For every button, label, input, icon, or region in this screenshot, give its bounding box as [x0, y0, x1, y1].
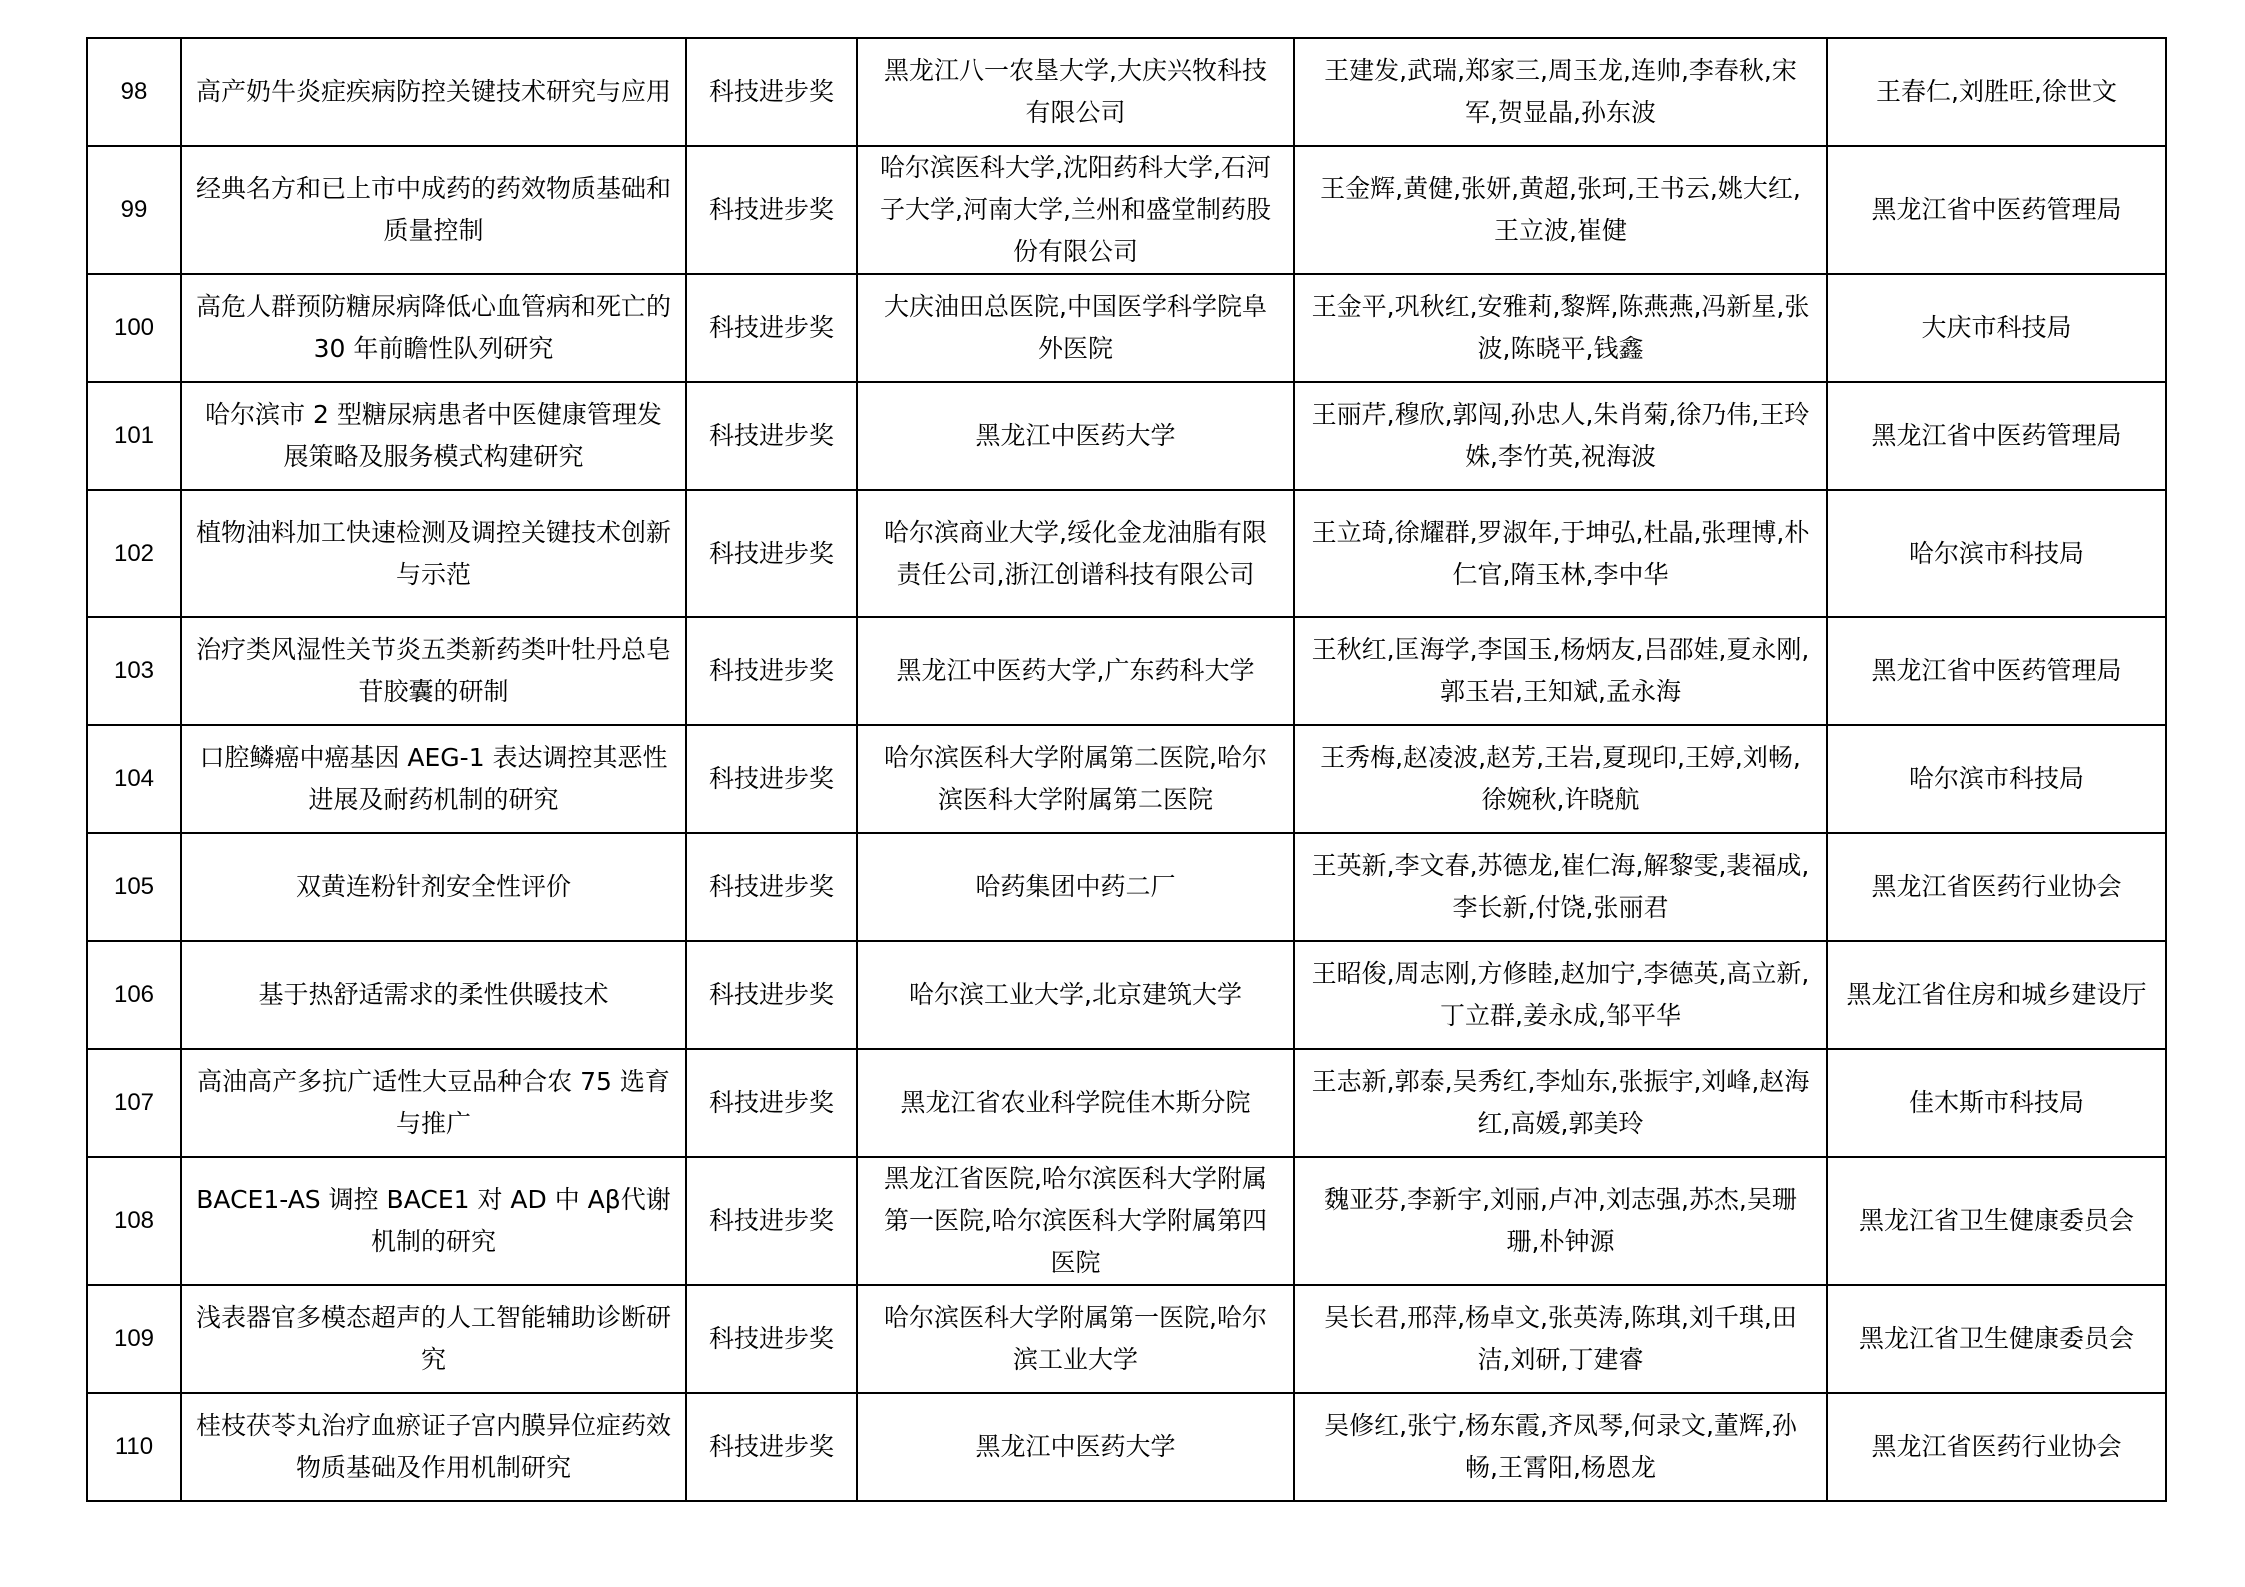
project-name: 治疗类风湿性关节炎五类新药类叶牡丹总皂苷胶囊的研制 — [181, 617, 686, 725]
award-type: 科技进步奖 — [686, 274, 857, 382]
completing-units: 黑龙江八一农垦大学,大庆兴牧科技有限公司 — [857, 38, 1294, 146]
table-row — [87, 1157, 2166, 1285]
completing-people: 王昭俊,周志刚,方修睦,赵加宁,李德英,高立新,丁立群,姜永成,邹平华 — [1294, 941, 1827, 1049]
award-table — [86, 37, 2167, 1502]
table-row — [87, 382, 2166, 490]
award-type: 科技进步奖 — [686, 725, 857, 833]
nominator: 黑龙江省卫生健康委员会 — [1827, 1157, 2166, 1285]
completing-units: 哈尔滨医科大学,沈阳药科大学,石河子大学,河南大学,兰州和盛堂制药股份有限公司 — [857, 146, 1294, 274]
project-name: 口腔鳞癌中癌基因 AEG-1 表达调控其恶性进展及耐药机制的研究 — [181, 725, 686, 833]
completing-people: 王丽芹,穆欣,郭闯,孙忠人,朱肖菊,徐乃伟,王玲姝,李竹英,祝海波 — [1294, 382, 1827, 490]
award-type: 科技进步奖 — [686, 941, 857, 1049]
nominator: 黑龙江省中医药管理局 — [1827, 146, 2166, 274]
award-type: 科技进步奖 — [686, 382, 857, 490]
table-row — [87, 941, 2166, 1049]
project-name: 哈尔滨市 2 型糖尿病患者中医健康管理发展策略及服务模式构建研究 — [181, 382, 686, 490]
project-name: 经典名方和已上市中成药的药效物质基础和质量控制 — [181, 146, 686, 274]
row-number: 105 — [87, 833, 181, 941]
table-row — [87, 1285, 2166, 1393]
completing-people: 王金平,巩秋红,安雅莉,黎辉,陈燕燕,冯新星,张波,陈晓平,钱鑫 — [1294, 274, 1827, 382]
project-name: 基于热舒适需求的柔性供暖技术 — [181, 941, 686, 1049]
completing-people: 魏亚芬,李新宇,刘丽,卢冲,刘志强,苏杰,吴珊珊,朴钟源 — [1294, 1157, 1827, 1285]
award-type: 科技进步奖 — [686, 146, 857, 274]
nominator: 黑龙江省中医药管理局 — [1827, 617, 2166, 725]
project-name: 浅表器官多模态超声的人工智能辅助诊断研究 — [181, 1285, 686, 1393]
nominator: 王春仁,刘胜旺,徐世文 — [1827, 38, 2166, 146]
nominator: 黑龙江省住房和城乡建设厅 — [1827, 941, 2166, 1049]
row-number: 100 — [87, 274, 181, 382]
award-type: 科技进步奖 — [686, 1285, 857, 1393]
completing-units: 大庆油田总医院,中国医学科学院阜外医院 — [857, 274, 1294, 382]
row-number: 102 — [87, 490, 181, 617]
completing-units: 黑龙江中医药大学,广东药科大学 — [857, 617, 1294, 725]
row-number: 98 — [87, 38, 181, 146]
award-type: 科技进步奖 — [686, 1393, 857, 1501]
project-name: 高危人群预防糖尿病降低心血管病和死亡的 30 年前瞻性队列研究 — [181, 274, 686, 382]
completing-people: 吴长君,邢萍,杨卓文,张英涛,陈琪,刘千琪,田洁,刘研,丁建睿 — [1294, 1285, 1827, 1393]
row-number: 106 — [87, 941, 181, 1049]
table-row — [87, 1393, 2166, 1501]
completing-units: 黑龙江省农业科学院佳木斯分院 — [857, 1049, 1294, 1157]
row-number: 107 — [87, 1049, 181, 1157]
nominator: 大庆市科技局 — [1827, 274, 2166, 382]
row-number: 101 — [87, 382, 181, 490]
award-type: 科技进步奖 — [686, 38, 857, 146]
award-type: 科技进步奖 — [686, 833, 857, 941]
completing-people: 王志新,郭泰,吴秀红,李灿东,张振宇,刘峰,赵海红,高媛,郭美玲 — [1294, 1049, 1827, 1157]
table-row — [87, 833, 2166, 941]
row-number: 110 — [87, 1393, 181, 1501]
completing-units: 黑龙江省医院,哈尔滨医科大学附属第一医院,哈尔滨医科大学附属第四医院 — [857, 1157, 1294, 1285]
project-name: 桂枝茯苓丸治疗血瘀证子宫内膜异位症药效物质基础及作用机制研究 — [181, 1393, 686, 1501]
project-name: 高油高产多抗广适性大豆品种合农 75 选育与推广 — [181, 1049, 686, 1157]
nominator: 哈尔滨市科技局 — [1827, 490, 2166, 617]
nominator: 哈尔滨市科技局 — [1827, 725, 2166, 833]
nominator: 黑龙江省卫生健康委员会 — [1827, 1285, 2166, 1393]
table-row — [87, 1049, 2166, 1157]
completing-people: 王建发,武瑞,郑家三,周玉龙,连帅,李春秋,宋军,贺显晶,孙东波 — [1294, 38, 1827, 146]
project-name: 双黄连粉针剂安全性评价 — [181, 833, 686, 941]
completing-people: 王立琦,徐耀群,罗淑年,于坤弘,杜晶,张理博,朴仁官,隋玉林,李中华 — [1294, 490, 1827, 617]
award-type: 科技进步奖 — [686, 617, 857, 725]
award-type: 科技进步奖 — [686, 490, 857, 617]
table-row — [87, 725, 2166, 833]
row-number: 108 — [87, 1157, 181, 1285]
row-number: 109 — [87, 1285, 181, 1393]
table-row — [87, 38, 2166, 146]
completing-units: 哈尔滨医科大学附属第二医院,哈尔滨医科大学附属第二医院 — [857, 725, 1294, 833]
nominator: 黑龙江省中医药管理局 — [1827, 382, 2166, 490]
completing-people: 王秋红,匡海学,李国玉,杨炳友,吕邵娃,夏永刚,郭玉岩,王知斌,孟永海 — [1294, 617, 1827, 725]
row-number: 104 — [87, 725, 181, 833]
table-row — [87, 274, 2166, 382]
award-type: 科技进步奖 — [686, 1049, 857, 1157]
completing-people: 王英新,李文春,苏德龙,崔仁海,解黎雯,裴福成,李长新,付饶,张丽君 — [1294, 833, 1827, 941]
completing-units: 黑龙江中医药大学 — [857, 1393, 1294, 1501]
award-type: 科技进步奖 — [686, 1157, 857, 1285]
nominator: 黑龙江省医药行业协会 — [1827, 1393, 2166, 1501]
project-name: BACE1-AS 调控 BACE1 对 AD 中 Aβ代谢机制的研究 — [181, 1157, 686, 1285]
project-name: 植物油料加工快速检测及调控关键技术创新与示范 — [181, 490, 686, 617]
nominator: 黑龙江省医药行业协会 — [1827, 833, 2166, 941]
table-row — [87, 490, 2166, 617]
completing-people: 王金辉,黄健,张妍,黄超,张珂,王书云,姚大红,王立波,崔健 — [1294, 146, 1827, 274]
row-number: 99 — [87, 146, 181, 274]
project-name: 高产奶牛炎症疾病防控关键技术研究与应用 — [181, 38, 686, 146]
nominator: 佳木斯市科技局 — [1827, 1049, 2166, 1157]
completing-units: 哈尔滨工业大学,北京建筑大学 — [857, 941, 1294, 1049]
completing-units: 哈药集团中药二厂 — [857, 833, 1294, 941]
completing-units: 哈尔滨商业大学,绥化金龙油脂有限责任公司,浙江创谱科技有限公司 — [857, 490, 1294, 617]
completing-people: 吴修红,张宁,杨东霞,齐凤琴,何录文,董辉,孙畅,王霄阳,杨恩龙 — [1294, 1393, 1827, 1501]
row-number: 103 — [87, 617, 181, 725]
table-row — [87, 146, 2166, 274]
completing-people: 王秀梅,赵凌波,赵芳,王岩,夏现印,王婷,刘畅,徐婉秋,许晓航 — [1294, 725, 1827, 833]
completing-units: 黑龙江中医药大学 — [857, 382, 1294, 490]
completing-units: 哈尔滨医科大学附属第一医院,哈尔滨工业大学 — [857, 1285, 1294, 1393]
table-row — [87, 617, 2166, 725]
